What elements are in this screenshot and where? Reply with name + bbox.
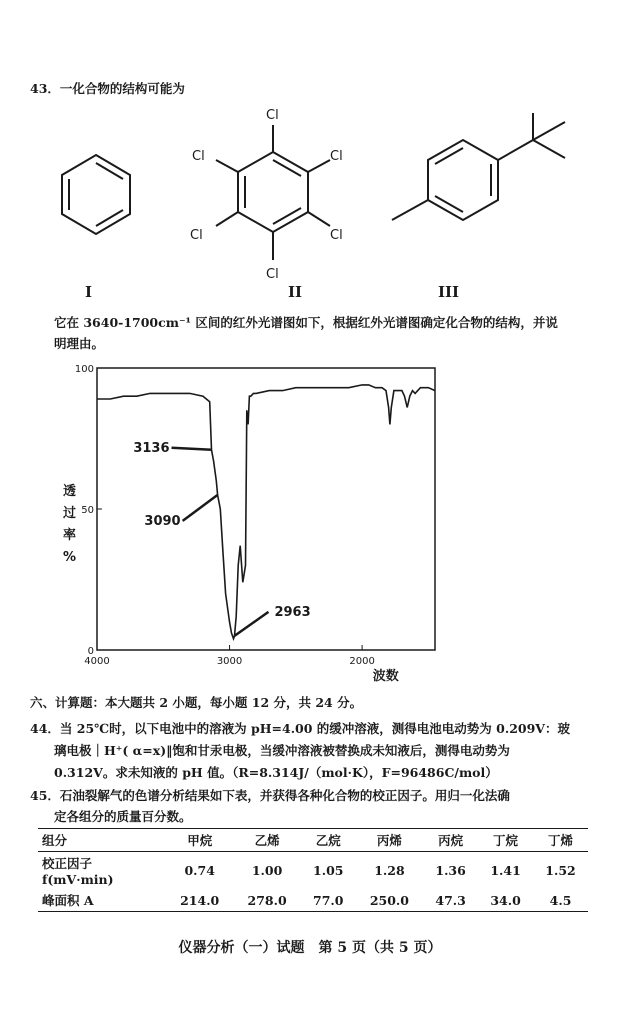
section6-heading: 六、计算题：本大题共 2 小题，每小题 12 分，共 24 分。 [30, 695, 363, 710]
q45-line2: 定各组分的质量百分数。 [54, 809, 192, 824]
peak-annotation: 3136 [133, 440, 170, 456]
x-tick-label: 2000 [349, 656, 375, 667]
table-header-row [38, 829, 588, 852]
table-cell: 4.5 [549, 892, 572, 908]
table-cell: 1.00 [251, 863, 283, 878]
y-tick-label: 100 [74, 364, 94, 375]
table-cell: 1.05 [313, 863, 344, 878]
q43-instruction-line1: 它在 3640-1700cm⁻¹ 区间的红外光谱图如下，根据红外光谱图确定化合物的结构，并说 [54, 315, 558, 330]
x-axis-label: 波数 [372, 669, 399, 684]
y-axis-label-char: 过 [63, 506, 77, 521]
table-header: 丁烯 [548, 833, 574, 848]
chromatography-table [38, 828, 588, 912]
table-row [38, 889, 588, 912]
q44-line3: 0.312V。求未知液的 pH 值。（R=8.314J/（mol·K），F=96486C/mol） [54, 765, 498, 780]
cl-atom-lower-left: Cl [190, 228, 203, 243]
compound-label-2: II [288, 283, 303, 301]
cl-atom-bottom: Cl [266, 267, 279, 282]
x-tick-label: 3000 [216, 656, 243, 667]
table-cell: 47.3 [435, 892, 466, 908]
table-cell: 34.0 [490, 892, 521, 908]
table-cell: 214.0 [180, 892, 220, 908]
cl-atom-top: Cl [266, 108, 279, 123]
q44-line2: 璃电极｜H⁺( α=x)‖饱和甘汞电极，当缓冲溶液被替换成未知液后，测得电动势为 [54, 743, 510, 758]
cl-atom-lower-right: Cl [330, 228, 343, 243]
table-header: 丙烯 [376, 833, 402, 848]
tert-butyltoluene-structure [385, 110, 575, 250]
cl-atom-upper-right: Cl [330, 149, 343, 164]
table-cell: 1.36 [435, 863, 466, 878]
page-footer: 仪器分析（一）试题 第 5 页（共 5 页） [178, 940, 442, 956]
y-tick-label: 0 [87, 646, 94, 657]
chart-frame [97, 368, 435, 650]
table-header: 丁烷 [493, 833, 519, 848]
hexachlorobenzene-structure [180, 100, 365, 285]
compound-label-3: III [438, 283, 460, 301]
benzene-structure [52, 150, 142, 240]
table-header: 丙烷 [438, 833, 464, 848]
table-cell: 278.0 [247, 892, 287, 908]
x-tick-label: 4000 [84, 656, 110, 667]
table-header: 乙烯 [254, 833, 280, 848]
table-cell: 1.41 [490, 863, 521, 878]
table-cell: 77.0 [313, 892, 344, 908]
q44-line1: 44．当 25℃时，以下电池中的溶液为 pH=4.00 的缓冲溶液，测得电池电动势为 0.209V：玻 [30, 721, 570, 736]
table-row [38, 852, 588, 890]
annotation-leader [172, 448, 212, 450]
y-axis-label-char: % [63, 550, 77, 565]
compound-label-1: I [85, 283, 93, 301]
table-cell: 250.0 [369, 892, 409, 908]
table-header: 甲烷 [187, 833, 213, 848]
q45-line1: 45．石油裂解气的色谱分析结果如下表，并获得各种化合物的校正因子。用归一化法确 [30, 788, 510, 803]
table-cell: 1.52 [545, 863, 576, 878]
annotation-leader [183, 495, 218, 521]
peak-annotation: 3090 [144, 513, 181, 529]
table-cell: 0.74 [184, 863, 215, 878]
annotation-leader [234, 612, 268, 636]
ir-series-line [97, 385, 435, 639]
q43-title: 43．一化合物的结构可能为 [30, 81, 185, 96]
y-axis-label-char: 率 [63, 528, 77, 543]
y-tick-label: 50 [81, 505, 94, 516]
table-cell: 1.28 [374, 863, 405, 878]
y-axis-label-char: 透 [63, 484, 77, 499]
cl-atom-upper-left: Cl [192, 149, 205, 164]
q43-instruction-line2: 明理由。 [54, 336, 105, 351]
table-header: 乙烷 [315, 833, 341, 848]
table-cell: 峰面积 A [42, 893, 94, 908]
table-cell: 校正因子 f(mV·min) [42, 856, 114, 887]
peak-annotation: 2963 [274, 604, 311, 620]
table-header: 组分 [42, 833, 68, 848]
ir-spectrum-chart [63, 360, 445, 690]
